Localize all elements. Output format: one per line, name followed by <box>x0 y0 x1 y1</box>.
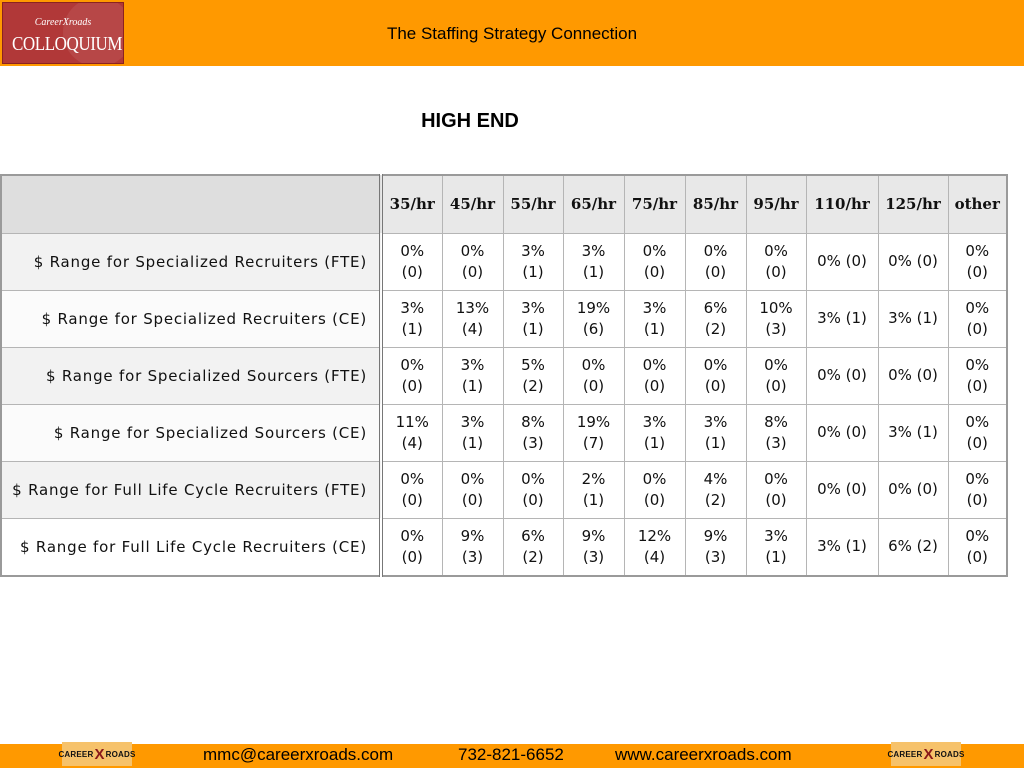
table-cell: 9% (3) <box>563 518 624 576</box>
table-cell: 19% (7) <box>563 404 624 461</box>
table-cell: 3% (1) <box>624 290 685 347</box>
table-cell: 0% (0) <box>746 233 806 290</box>
logo-x-text: X <box>923 745 934 763</box>
table-cell: 19% (6) <box>563 290 624 347</box>
table-cell: 0% (0) <box>806 461 878 518</box>
table-cell: 0% (0) <box>746 461 806 518</box>
table-cell: 0% (0) <box>381 461 442 518</box>
table-cell: 0% (0) <box>624 461 685 518</box>
table-cell: 3% (1) <box>442 404 503 461</box>
table-cell: 0% (0) <box>503 461 563 518</box>
rate-range-table <box>0 174 1008 577</box>
table-cell: 0% (0) <box>442 461 503 518</box>
column-header: 55/hr <box>503 175 563 233</box>
table-row <box>1 290 1007 347</box>
column-header: 45/hr <box>442 175 503 233</box>
header-bar <box>0 0 1024 66</box>
table-cell: 0% (0) <box>685 233 746 290</box>
row-label: $ Range for Specialized Sourcers (CE) <box>1 404 381 461</box>
table-row <box>1 518 1007 576</box>
table-header-row <box>1 175 1007 233</box>
column-header: 95/hr <box>746 175 806 233</box>
table-cell: 0% (0) <box>746 347 806 404</box>
logo-roads-text: ROADS <box>934 749 965 759</box>
table-cell: 0% (0) <box>878 347 948 404</box>
table-cell: 3% (1) <box>563 233 624 290</box>
table-cell: 13% (4) <box>442 290 503 347</box>
table-cell: 0% (0) <box>806 233 878 290</box>
table-row <box>1 347 1007 404</box>
logo-career-text: CAREER <box>58 749 94 759</box>
row-label: $ Range for Specialized Recruiters (FTE) <box>1 233 381 290</box>
table-cell: 0% (0) <box>381 233 442 290</box>
table-cell: 9% (3) <box>685 518 746 576</box>
table-cell: 12% (4) <box>624 518 685 576</box>
footer-website[interactable]: www.careerxroads.com <box>615 745 792 764</box>
table-cell: 0% (0) <box>948 404 1007 461</box>
table-cell: 9% (3) <box>442 518 503 576</box>
column-header: 85/hr <box>685 175 746 233</box>
footer-phone: 732-821-6652 <box>458 745 564 764</box>
table-cell: 3% (1) <box>878 404 948 461</box>
logo-roads-text: ROADS <box>105 749 136 759</box>
column-header: other <box>948 175 1007 233</box>
table-cell: 4% (2) <box>685 461 746 518</box>
table-cell: 0% (0) <box>624 347 685 404</box>
table-cell: 0% (0) <box>624 233 685 290</box>
table-row <box>1 461 1007 518</box>
table-cell: 3% (1) <box>806 290 878 347</box>
table-cell: 3% (1) <box>503 290 563 347</box>
column-header: 35/hr <box>381 175 442 233</box>
table-cell: 0% (0) <box>878 233 948 290</box>
table-cell: 3% (1) <box>878 290 948 347</box>
column-header: 125/hr <box>878 175 948 233</box>
table-row <box>1 404 1007 461</box>
table-cell: 3% (1) <box>442 347 503 404</box>
table-cell: 0% (0) <box>806 404 878 461</box>
table-cell: 0% (0) <box>563 347 624 404</box>
logo-main-text: COLLOQUIUM <box>12 33 123 55</box>
table-cell: 3% (1) <box>685 404 746 461</box>
logo-top-text: CareerXroads <box>34 17 92 28</box>
table-cell: 0% (0) <box>806 347 878 404</box>
table-cell: 3% (1) <box>503 233 563 290</box>
table-cell: 0% (0) <box>948 233 1007 290</box>
table-cell: 3% (1) <box>624 404 685 461</box>
table-cell: 6% (2) <box>503 518 563 576</box>
row-label: $ Range for Full Life Cycle Recruiters (FTE) <box>1 461 381 518</box>
column-header: 110/hr <box>806 175 878 233</box>
table-cell: 0% (0) <box>381 518 442 576</box>
table-cell: 6% (2) <box>878 518 948 576</box>
page-title: HIGH END <box>421 110 519 132</box>
footer-email[interactable]: mmc@careerxroads.com <box>203 745 394 764</box>
logo-x-text: X <box>94 745 105 763</box>
row-label: $ Range for Full Life Cycle Recruiters (CE) <box>1 518 381 576</box>
table-cell: 6% (2) <box>685 290 746 347</box>
table-cell: 8% (3) <box>503 404 563 461</box>
table-cell: 0% (0) <box>948 518 1007 576</box>
table-cell: 0% (0) <box>878 461 948 518</box>
table-cell: 0% (0) <box>442 233 503 290</box>
table-cell: 0% (0) <box>381 347 442 404</box>
table-cell: 5% (2) <box>503 347 563 404</box>
column-header: 75/hr <box>624 175 685 233</box>
header-title: The Staffing Strategy Connection <box>386 24 638 43</box>
table-cell: 0% (0) <box>948 347 1007 404</box>
table-corner-cell <box>1 175 381 233</box>
table-cell: 3% (1) <box>381 290 442 347</box>
careerxroads-logo-left <box>58 742 136 766</box>
table-cell: 3% (1) <box>746 518 806 576</box>
careerxroads-logo-right <box>887 742 965 766</box>
column-header: 65/hr <box>563 175 624 233</box>
table-cell: 10% (3) <box>746 290 806 347</box>
table-cell: 3% (1) <box>806 518 878 576</box>
table-cell: 0% (0) <box>948 290 1007 347</box>
table-cell: 8% (3) <box>746 404 806 461</box>
logo-career-text: CAREER <box>887 749 923 759</box>
row-label: $ Range for Specialized Sourcers (FTE) <box>1 347 381 404</box>
table-cell: 0% (0) <box>948 461 1007 518</box>
row-label: $ Range for Specialized Recruiters (CE) <box>1 290 381 347</box>
table-row <box>1 233 1007 290</box>
table-cell: 0% (0) <box>685 347 746 404</box>
table-cell: 11% (4) <box>381 404 442 461</box>
table-cell: 2% (1) <box>563 461 624 518</box>
